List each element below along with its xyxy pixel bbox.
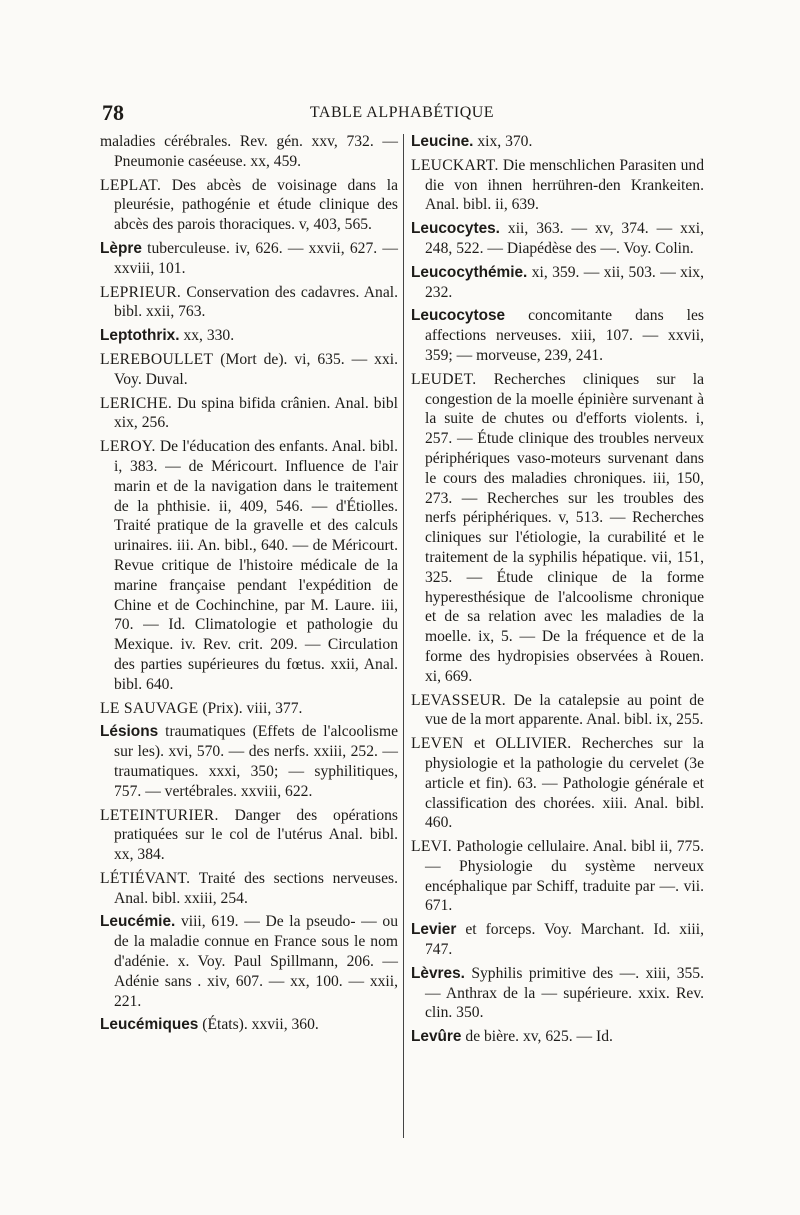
entry-text: concomitante dans les affections nerveuses. xiii, 107. — xxvii, 359; — morveuse, 239, 241. xyxy=(425,307,704,364)
entry-headword: LEUDET. xyxy=(411,370,477,388)
index-entry xyxy=(100,239,398,279)
entry-text: Traité des sections nerveuses. Anal. bibl. xxiii, 254. xyxy=(114,869,398,907)
entry-text: xi, 359. — xii, 503. — xix, 232. xyxy=(425,263,704,301)
entry-headword: Leucémie. xyxy=(100,913,176,931)
entry-text: De l'éducation des enfants. Anal. bibl. i, 383. — de Méricourt. Influence de l'air marin et de la navigation dans le traitement de la phthisie. ii, 409, 546. — d'Étiolles. Traité pratique de la gravelle et des calculs urinaires. iii. An. bibl., 640. — de Méricourt. Revue critique de l'histoire médicale de la marine française pendant l'expédition de Chine et de Cochinchine, par M. Laure. iii, 70. — Id. Climatologie et pathologie du Mexique. iv. Rev. crit. 209. — Circulation des parties supérieures du fœtus. xxii, Anal. bibl. 640. xyxy=(114,438,399,693)
entry-text: Die menschlichen Parasiten und die von ihnen herrühren-den Krankeiten. Anal. bibl. ii, 639. xyxy=(425,156,704,214)
index-entry xyxy=(100,1015,398,1035)
entry-text: et OLLIVIER. Recherches sur la physiologie et la pathologie du cervelet (3e article et fin). 63. — Pathologie générale et classification des chorées. xiii. Anal. bibl. 460. xyxy=(425,735,704,832)
entry-text: Des abcès de voisinage dans la pleurésie, pathogénie et étude clinique des abcès des parois thoraciques. v, 403, 565. xyxy=(114,176,398,234)
index-entry xyxy=(411,219,704,259)
entry-text: xx, 330. xyxy=(183,327,235,345)
index-entry xyxy=(411,132,704,152)
entry-text: Du spina bifida crânien. Anal. bibl xix, 256. xyxy=(114,394,398,432)
index-entry xyxy=(100,869,398,909)
entry-text: (États). xxvii, 360. xyxy=(202,1016,319,1034)
index-entry xyxy=(100,132,398,172)
entry-text: tuberculeuse. iv, 626. — xxvii, 627. — xxviii, 101. xyxy=(114,239,398,277)
index-entry xyxy=(411,370,704,687)
index-entry xyxy=(100,699,398,719)
entry-headword: Leptothrix. xyxy=(100,327,180,345)
entry-headword: LEVASSEUR. xyxy=(411,691,506,709)
entry-headword: Lèvres. xyxy=(411,964,465,982)
entry-text: Conservation des cadavres. Anal. bibl. xxii, 763. xyxy=(114,283,398,321)
entry-headword: Leucocytes. xyxy=(411,220,500,238)
entry-headword: LERICHE. xyxy=(100,394,173,412)
column-divider xyxy=(403,134,404,1138)
index-entry xyxy=(411,263,704,303)
index-entry xyxy=(100,176,398,235)
entry-headword: Leucocythémie. xyxy=(411,263,528,281)
entry-text: Recherches cliniques sur la congestion de la moelle épinière survenant à la suite de chutes ou d'efforts violents. i, 257. — Étude clinique des troubles nerveux périphériques vaso-moteurs survenant dans le cours des maladies chroniques. iii, 150, 273. — Recherches sur les troubles des nerfs périphériques. v, 513. — Recherches cliniques sur l'étiologie, la curabilité et le traitement de la syphilis hépatique. vii, 151, 325. — Étude clinique de la forme hyperesthésique de l'alcoolisme chronique et de sa relation avec les maladies de la moelle. ix, 5. — De la fréquence et de la forme des hydropisies observées à Rouen. xi, 669. xyxy=(425,370,704,685)
entry-headword: Levier xyxy=(411,921,457,939)
index-entry xyxy=(100,350,398,390)
index-entry xyxy=(100,326,398,346)
left-column xyxy=(100,132,398,1039)
entry-text: Syphilis primitive des —. xiii, 355. — Anthrax de la — supérieure. xxix. Rev. clin. 350. xyxy=(425,964,704,1022)
index-entry xyxy=(100,283,398,323)
entry-headword: LEPRIEUR. xyxy=(100,283,182,301)
entry-text: xix, 370. xyxy=(477,133,533,150)
index-entry xyxy=(411,1027,704,1047)
index-entry xyxy=(100,394,398,434)
index-entry xyxy=(411,734,704,833)
index-entry xyxy=(411,837,704,916)
index-entry xyxy=(411,920,704,960)
entry-headword: Levûre xyxy=(411,1028,462,1046)
entry-text: maladies cérébrales. Rev. gén. xxv, 732. — Pneumonie caséeuse. xx, 459. xyxy=(100,133,398,170)
running-title: TABLE ALPHABÉTIQUE xyxy=(309,104,495,121)
index-entry xyxy=(411,964,704,1023)
entry-headword: LE SAUVAGE xyxy=(100,699,199,717)
page-number: 78 xyxy=(102,100,124,125)
entry-headword: LEROY. xyxy=(100,438,156,456)
entry-headword: Lésions xyxy=(100,723,159,741)
entry-text: xii, 363. — xv, 374. — xxi, 248, 522. — Diapédèse des —. Voy. Colin. xyxy=(425,220,704,257)
entry-headword: LEREBOULLET xyxy=(100,350,214,368)
entry-headword: LEPLAT. xyxy=(100,176,162,194)
entry-headword: LÉTIÉVANT. xyxy=(100,869,191,887)
entry-text: viii, 619. — De la pseudo- — ou de la maladie connue en France sous le nom d'adénie. x. Voy. Paul Spillmann, 206. — Adénie sans . xiv, 607. — xx, 100. — xxii, 221. xyxy=(114,913,399,1010)
entry-headword: Lèpre xyxy=(100,239,142,257)
entry-headword: LEVI. xyxy=(411,838,452,856)
index-entry xyxy=(411,691,704,731)
entry-headword: Leucine. xyxy=(411,133,474,150)
entry-headword: LEUCKART. xyxy=(411,156,499,174)
entry-text: De la catalepsie au point de vue de la mort apparente. Anal. bibl. ix, 255. xyxy=(425,691,705,729)
index-entry xyxy=(100,437,398,694)
index-entry xyxy=(100,806,398,865)
entry-headword: Leucémiques xyxy=(100,1016,199,1034)
index-entry xyxy=(411,306,704,365)
index-entry xyxy=(100,722,398,801)
entry-text: Danger des opérations pratiquées sur le col de l'utérus Anal. bibl. xx, 384. xyxy=(114,806,398,864)
entry-headword: Leucocytose xyxy=(411,307,506,325)
entry-text: Pathologie cellulaire. Anal. bibl ii, 775. — Physiologie du système nerveux encéphalique par Schiff, traduite par —. vii. 671. xyxy=(425,838,704,915)
entry-text: (Prix). viii, 377. xyxy=(202,699,303,717)
entry-text: (Mort de). vi, 635. — xxi. Voy. Duval. xyxy=(114,350,398,388)
entry-headword: LEVEN xyxy=(411,735,464,753)
page-header xyxy=(102,100,702,126)
right-column xyxy=(411,132,704,1051)
entry-headword: LETEINTURIER. xyxy=(100,806,219,824)
entry-text: et forceps. Voy. Marchant. Id. xiii, 747. xyxy=(425,921,704,959)
index-entry xyxy=(100,912,398,1011)
entry-text: de bière. xv, 625. — Id. xyxy=(465,1028,613,1046)
entry-text: traumatiques (Effets de l'alcoolisme sur les). xvi, 570. — des nerfs. xxiii, 252. — traumatiques. xxxi, 350; — syphilitiques, 757. — vertébrales. xxviii, 622. xyxy=(114,723,398,800)
index-entry xyxy=(411,156,704,215)
